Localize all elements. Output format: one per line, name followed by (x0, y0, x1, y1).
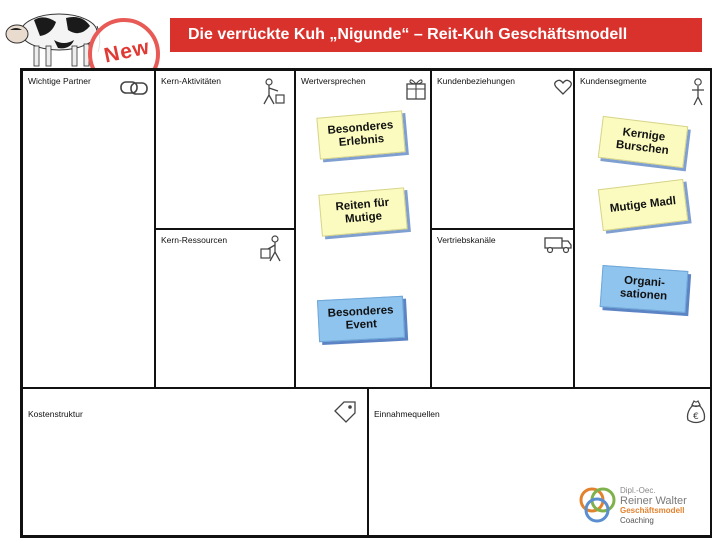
label-key-activities: Kern-Aktivitäten (161, 76, 221, 86)
logo-line-1: Dipl.-Oec. (620, 486, 656, 495)
logo-line-3: Geschäftsmodell (620, 506, 685, 515)
new-badge-text: New (102, 35, 152, 68)
person-icon (689, 77, 707, 107)
label-revenue-streams: Einnahmequellen (374, 409, 440, 419)
note-organisationen: Organi-sationen (600, 265, 689, 313)
note-mutige-madl: Mutige Madl (598, 179, 688, 231)
price-tag-icon (333, 401, 357, 423)
label-cost-structure: Kostenstruktur (28, 409, 83, 419)
note-besonderes-event: Besonderes Event (317, 296, 405, 342)
cell-customer-relationships (431, 70, 574, 229)
label-key-resources: Kern-Ressourcen (161, 235, 228, 245)
cell-cost-structure (22, 388, 368, 536)
worker-icon (260, 77, 286, 107)
money-bag-icon (685, 399, 707, 425)
cell-channels (431, 229, 574, 388)
logo-line-2: Reiner Walter (620, 495, 687, 507)
label-customer-segments: Kundensegmente (580, 76, 647, 86)
cell-key-partners (22, 70, 155, 388)
label-value-propositions: Wertversprechen (301, 76, 366, 86)
logo-rings-icon (576, 482, 620, 528)
label-customer-relationships: Kundenbeziehungen (437, 76, 515, 86)
worker-with-box-icon (260, 234, 286, 264)
cell-key-resources (155, 229, 295, 388)
note-kernige-burschen: Kernige Burschen (598, 116, 688, 168)
note-reiten-fuer-mutige: Reiten für Mutige (318, 187, 407, 236)
label-key-partners: Wichtige Partner (28, 76, 91, 86)
logo-line-3b: Coaching (620, 516, 654, 525)
chain-icon (119, 77, 149, 99)
svg-text:€: € (693, 412, 699, 422)
truck-icon (544, 236, 572, 254)
page-title: Die verrückte Kuh „Nigunde“ – Reit-Kuh Geschäftsmodell (170, 18, 702, 52)
label-channels: Vertriebskanäle (437, 235, 496, 245)
gift-icon (404, 75, 428, 101)
cell-key-activities (155, 70, 295, 229)
heart-icon (554, 79, 572, 95)
note-besonderes-erlebnis: Besonderes Erlebnis (316, 110, 405, 159)
coaching-logo (576, 482, 706, 528)
cell-customer-segments (574, 70, 712, 388)
